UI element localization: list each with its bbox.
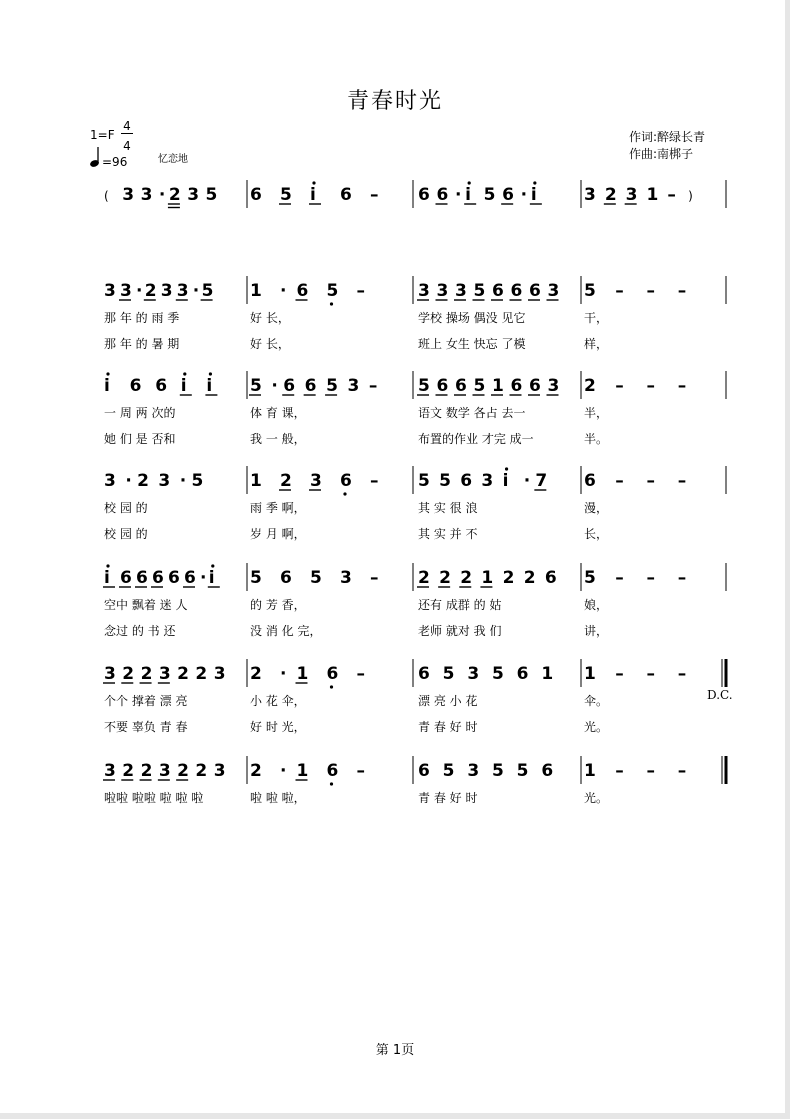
- note-digit: 3: [547, 281, 560, 301]
- note-digit: 6: [455, 376, 467, 396]
- note-digit: 6: [492, 281, 504, 301]
- note-digit: 2: [122, 664, 135, 684]
- note-digit: 2: [195, 761, 208, 781]
- dash-note: –: [646, 568, 655, 588]
- note-digit: 6: [129, 376, 142, 396]
- augmentation-dot: ·: [523, 471, 531, 491]
- note-digit: 3: [104, 471, 116, 491]
- dash-note: –: [615, 761, 624, 781]
- composer-credit: 作曲:南梆子: [629, 147, 694, 161]
- augmentation-dot: ·: [125, 471, 132, 491]
- note-digit: 2: [604, 185, 617, 205]
- augmentation-dot: ·: [158, 185, 166, 205]
- song-title: 青春时光: [346, 89, 443, 114]
- lyric-text: 那 年 的 雨 季: [104, 311, 180, 325]
- lyric-text: 漂 亮 小 花: [418, 694, 478, 708]
- note-digit: 6: [152, 568, 164, 588]
- octave-low-dot: [330, 302, 333, 305]
- note-digit: 1: [584, 664, 596, 684]
- lyric-text: 班上 女生 快忘 了模: [418, 337, 526, 351]
- note-digit: 3: [187, 185, 200, 205]
- note-digit: 7: [535, 471, 548, 491]
- note-digit: 6: [529, 281, 541, 301]
- note-digit: 3: [158, 664, 171, 684]
- lyric-text: 没 消 化 完，: [250, 624, 322, 638]
- note-digit: 6: [541, 761, 554, 781]
- note-digit: 2: [122, 761, 135, 781]
- note-digit: i: [310, 185, 316, 205]
- key-signature: 1=F: [90, 128, 115, 142]
- time-signature-denominator: 4: [123, 139, 131, 153]
- note-digit: 6: [326, 664, 339, 684]
- note-digit: 3: [481, 471, 494, 491]
- lyric-text: 念过 的 书 还: [104, 624, 176, 638]
- lyric-text: 不要 辜负 青 春: [104, 720, 188, 734]
- augmentation-dot: ·: [280, 664, 287, 684]
- lyric-text: 的 芳 香，: [250, 598, 306, 612]
- lyric-text: 光。: [584, 720, 609, 734]
- note-digit: 5: [492, 664, 504, 684]
- note-digit: 5: [280, 185, 292, 205]
- lyric-text: 好 时 光，: [250, 720, 306, 734]
- note-digit: 5: [205, 185, 218, 205]
- page-number: 第 1页: [375, 1043, 415, 1058]
- note-digit: 2: [140, 664, 153, 684]
- dash-note: –: [677, 376, 687, 396]
- lyric-text: 雨 季 啊，: [250, 501, 306, 515]
- note-digit: 3: [418, 281, 430, 301]
- note-digit: 2: [523, 568, 536, 588]
- lyric-text: 体 育 课，: [250, 406, 306, 420]
- note-digit: 6: [340, 185, 352, 205]
- augmentation-dot: ·: [192, 281, 200, 301]
- note-digit: 5: [326, 376, 338, 396]
- note-digit: i: [104, 376, 110, 396]
- lyric-text: 讲，: [584, 624, 609, 638]
- lyricist-credit: 作词:醉绿长青: [629, 130, 706, 144]
- dash-note: –: [646, 664, 655, 684]
- note-digit: 3: [104, 761, 116, 781]
- note-digit: 5: [483, 185, 496, 205]
- note-digit: 6: [418, 664, 430, 684]
- dash-note: –: [368, 376, 378, 396]
- lyric-text: 还有 成群 的 姑: [418, 598, 502, 612]
- octave-high-dot: [211, 564, 214, 567]
- note-digit: 6: [326, 761, 339, 781]
- note-digit: 5: [584, 568, 596, 588]
- note-digit: 3: [547, 376, 560, 396]
- dash-note: –: [646, 376, 655, 396]
- note-digit: 2: [144, 281, 157, 301]
- arranger-note: 忆恋地: [158, 154, 188, 165]
- octave-high-dot: [505, 467, 508, 470]
- note-digit: 6: [502, 185, 515, 205]
- note-digit: 5: [516, 761, 529, 781]
- lyric-text: 好 长，: [250, 337, 290, 351]
- lyric-text: 她 们 是 否和: [104, 432, 176, 446]
- note-digit: 3: [340, 568, 352, 588]
- note-digit: 6: [168, 568, 180, 588]
- augmentation-dot: ·: [179, 471, 187, 491]
- note-digit: 5: [326, 281, 339, 301]
- dash-note: –: [615, 471, 624, 491]
- note-digit: i: [206, 376, 213, 396]
- lyric-text: 学校 操场 偶没 见它: [418, 311, 526, 325]
- note-digit: 6: [418, 185, 430, 205]
- lyric-text: 小 花 伞，: [250, 694, 306, 708]
- lyric-text: 那 年 的 暑 期: [104, 337, 180, 351]
- note-digit: 2: [280, 471, 292, 491]
- note-digit: (: [104, 189, 109, 203]
- note-digit: 6: [529, 376, 541, 396]
- dash-note: –: [615, 376, 624, 396]
- note-digit: 3: [122, 185, 135, 205]
- note-digit: 5: [473, 376, 486, 396]
- lyric-text: 一 周 两 次的: [104, 406, 176, 420]
- lyric-text: 干，: [584, 311, 609, 325]
- note-digit: 6: [184, 568, 196, 588]
- note-digit: 5: [191, 471, 204, 491]
- lyric-text: 半，: [584, 406, 609, 420]
- note-digit: 6: [460, 471, 473, 491]
- dash-note: –: [370, 471, 379, 491]
- lyric-text: 长，: [584, 527, 609, 541]
- augmentation-dot: ·: [520, 185, 528, 205]
- note-digit: 2: [250, 761, 262, 781]
- note-digit: 6: [250, 185, 262, 205]
- note-digit: 3: [584, 185, 596, 205]
- note-digit: 3: [176, 281, 189, 301]
- note-digit: i: [208, 568, 215, 588]
- note-digit: 3: [347, 376, 360, 396]
- note-digit: 2: [177, 664, 189, 684]
- note-digit: 1: [492, 376, 504, 396]
- note-digit: 6: [280, 568, 292, 588]
- augmentation-dot: ·: [280, 281, 287, 301]
- lyric-text: 其 实 并 不: [418, 527, 478, 541]
- augmentation-dot: ·: [280, 761, 287, 781]
- note-digit: 3: [120, 281, 132, 301]
- note-digit: 6: [155, 376, 168, 396]
- octave-low-dot: [343, 492, 346, 495]
- dc-repeat-mark: D.C.: [707, 688, 733, 702]
- note-digit: 3: [467, 664, 480, 684]
- note-digit: 2: [140, 761, 153, 781]
- note-digit: 2: [250, 664, 262, 684]
- note-digit: i: [530, 185, 537, 205]
- note-digit: 2: [502, 568, 515, 588]
- octave-high-dot: [106, 564, 109, 567]
- lyric-text: 半。: [584, 432, 609, 446]
- note-digit: 6: [510, 376, 523, 396]
- note-digit: 1: [296, 664, 309, 684]
- dash-note: –: [370, 185, 379, 205]
- augmentation-dot: ·: [200, 568, 207, 588]
- note-digit: 1: [296, 761, 309, 781]
- lyric-text: 空中 飘着 迷 人: [104, 598, 188, 612]
- dash-note: –: [646, 471, 655, 491]
- note-digit: 3: [158, 471, 171, 491]
- dash-note: –: [677, 664, 687, 684]
- note-digit: 5: [492, 761, 504, 781]
- note-digit: 5: [201, 281, 214, 301]
- lyric-text: 青 春 好 时: [418, 791, 478, 805]
- dash-note: –: [646, 281, 655, 301]
- note-digit: 3: [104, 664, 116, 684]
- dash-note: –: [356, 761, 365, 781]
- note-digit: 1: [250, 471, 262, 491]
- note-digit: 6: [296, 281, 309, 301]
- note-digit: 3: [140, 185, 153, 205]
- octave-high-dot: [183, 372, 186, 375]
- lyric-text: 娘，: [584, 598, 609, 612]
- lyric-text: 布置的作业 才完 成一: [418, 432, 534, 446]
- note-digit: 6: [340, 471, 352, 491]
- lyric-text: 岁 月 啊，: [250, 527, 306, 541]
- lyric-text: 青 春 好 时: [418, 720, 478, 734]
- note-digit: 5: [250, 376, 262, 396]
- note-digit: 6: [120, 568, 132, 588]
- lyric-text: 校 园 的: [104, 501, 148, 515]
- lyric-text: 老师 就对 我 们: [418, 624, 502, 638]
- note-digit: 2: [177, 761, 189, 781]
- note-digit: 2: [168, 185, 181, 205]
- octave-high-dot: [209, 372, 212, 375]
- augmentation-dot: ·: [136, 281, 143, 301]
- note-digit: 2: [439, 568, 451, 588]
- augmentation-dot: ·: [455, 185, 462, 205]
- note-digit: 2: [460, 568, 473, 588]
- note-digit: i: [465, 185, 472, 205]
- dash-note: –: [646, 761, 655, 781]
- note-digit: 6: [436, 185, 449, 205]
- lyric-text: 漫，: [584, 501, 609, 515]
- note-digit: i: [180, 376, 187, 396]
- lyric-text: 校 园 的: [104, 527, 148, 541]
- note-digit: 6: [436, 376, 449, 396]
- note-digit: 5: [418, 471, 430, 491]
- note-digit: i: [104, 568, 110, 588]
- note-digit: 5: [439, 471, 451, 491]
- dash-note: –: [370, 568, 379, 588]
- note-digit: 5: [473, 281, 486, 301]
- note-digit: 6: [510, 281, 523, 301]
- octave-low-dot: [330, 782, 333, 785]
- dash-note: –: [667, 185, 676, 205]
- note-digit: 3: [104, 281, 116, 301]
- tempo-marking: =96: [102, 155, 128, 169]
- note-digit: 5: [584, 281, 596, 301]
- note-digit: i: [502, 471, 509, 491]
- time-signature-numerator: 4: [123, 119, 131, 133]
- note-digit: 3: [158, 761, 171, 781]
- note-digit: 6: [516, 664, 529, 684]
- lyric-text: 好 长，: [250, 311, 290, 325]
- lyric-text: 啦啦 啦啦 啦 啦 啦: [104, 791, 204, 805]
- dash-note: –: [615, 281, 624, 301]
- note-digit: 6: [283, 376, 296, 396]
- dash-note: –: [677, 471, 687, 491]
- dash-note: –: [615, 664, 624, 684]
- note-digit: 2: [137, 471, 149, 491]
- lyric-text: 样，: [584, 337, 609, 351]
- note-digit: 6: [418, 761, 430, 781]
- dash-note: –: [677, 281, 687, 301]
- lyric-text: 其 实 很 浪: [418, 501, 478, 515]
- note-digit: 1: [481, 568, 494, 588]
- note-digit: 1: [250, 281, 262, 301]
- lyric-text: 伞。: [584, 694, 609, 708]
- note-digit: 6: [544, 568, 557, 588]
- note-digit: 2: [418, 568, 430, 588]
- dash-note: –: [356, 281, 365, 301]
- note-digit: 1: [646, 185, 659, 205]
- note-digit: 5: [442, 761, 455, 781]
- dash-note: –: [677, 568, 687, 588]
- lyric-text: 光。: [584, 791, 609, 805]
- note-digit: 3: [213, 664, 226, 684]
- note-digit: 2: [584, 376, 596, 396]
- note-digit: 2: [195, 664, 208, 684]
- octave-high-dot: [533, 181, 536, 184]
- note-digit: 3: [310, 471, 322, 491]
- dash-note: –: [615, 568, 624, 588]
- note-digit: 3: [160, 281, 173, 301]
- dash-note: –: [356, 664, 365, 684]
- note-digit: 5: [442, 664, 455, 684]
- lyric-text: 个个 撑着 漂 亮: [104, 694, 188, 708]
- octave-high-dot: [106, 372, 109, 375]
- octave-low-dot: [330, 685, 333, 688]
- note-digit: ): [688, 189, 693, 203]
- lyric-text: 啦 啦 啦，: [250, 791, 306, 805]
- note-digit: 6: [304, 376, 317, 396]
- note-digit: 5: [250, 568, 262, 588]
- lyric-text: 语文 数学 各占 去一: [418, 406, 526, 420]
- lyric-text: 我 一 般，: [250, 432, 306, 446]
- augmentation-dot: ·: [271, 376, 278, 396]
- note-digit: 5: [310, 568, 322, 588]
- dash-note: –: [677, 761, 687, 781]
- note-digit: 3: [467, 761, 480, 781]
- note-digit: 1: [584, 761, 596, 781]
- octave-high-dot: [312, 181, 315, 184]
- octave-high-dot: [468, 181, 471, 184]
- note-digit: 1: [541, 664, 554, 684]
- note-digit: 3: [455, 281, 467, 301]
- note-digit: 3: [625, 185, 638, 205]
- note-digit: 3: [436, 281, 449, 301]
- note-digit: 6: [136, 568, 148, 588]
- note-digit: 5: [418, 376, 430, 396]
- note-digit: 6: [584, 471, 596, 491]
- note-digit: 3: [213, 761, 226, 781]
